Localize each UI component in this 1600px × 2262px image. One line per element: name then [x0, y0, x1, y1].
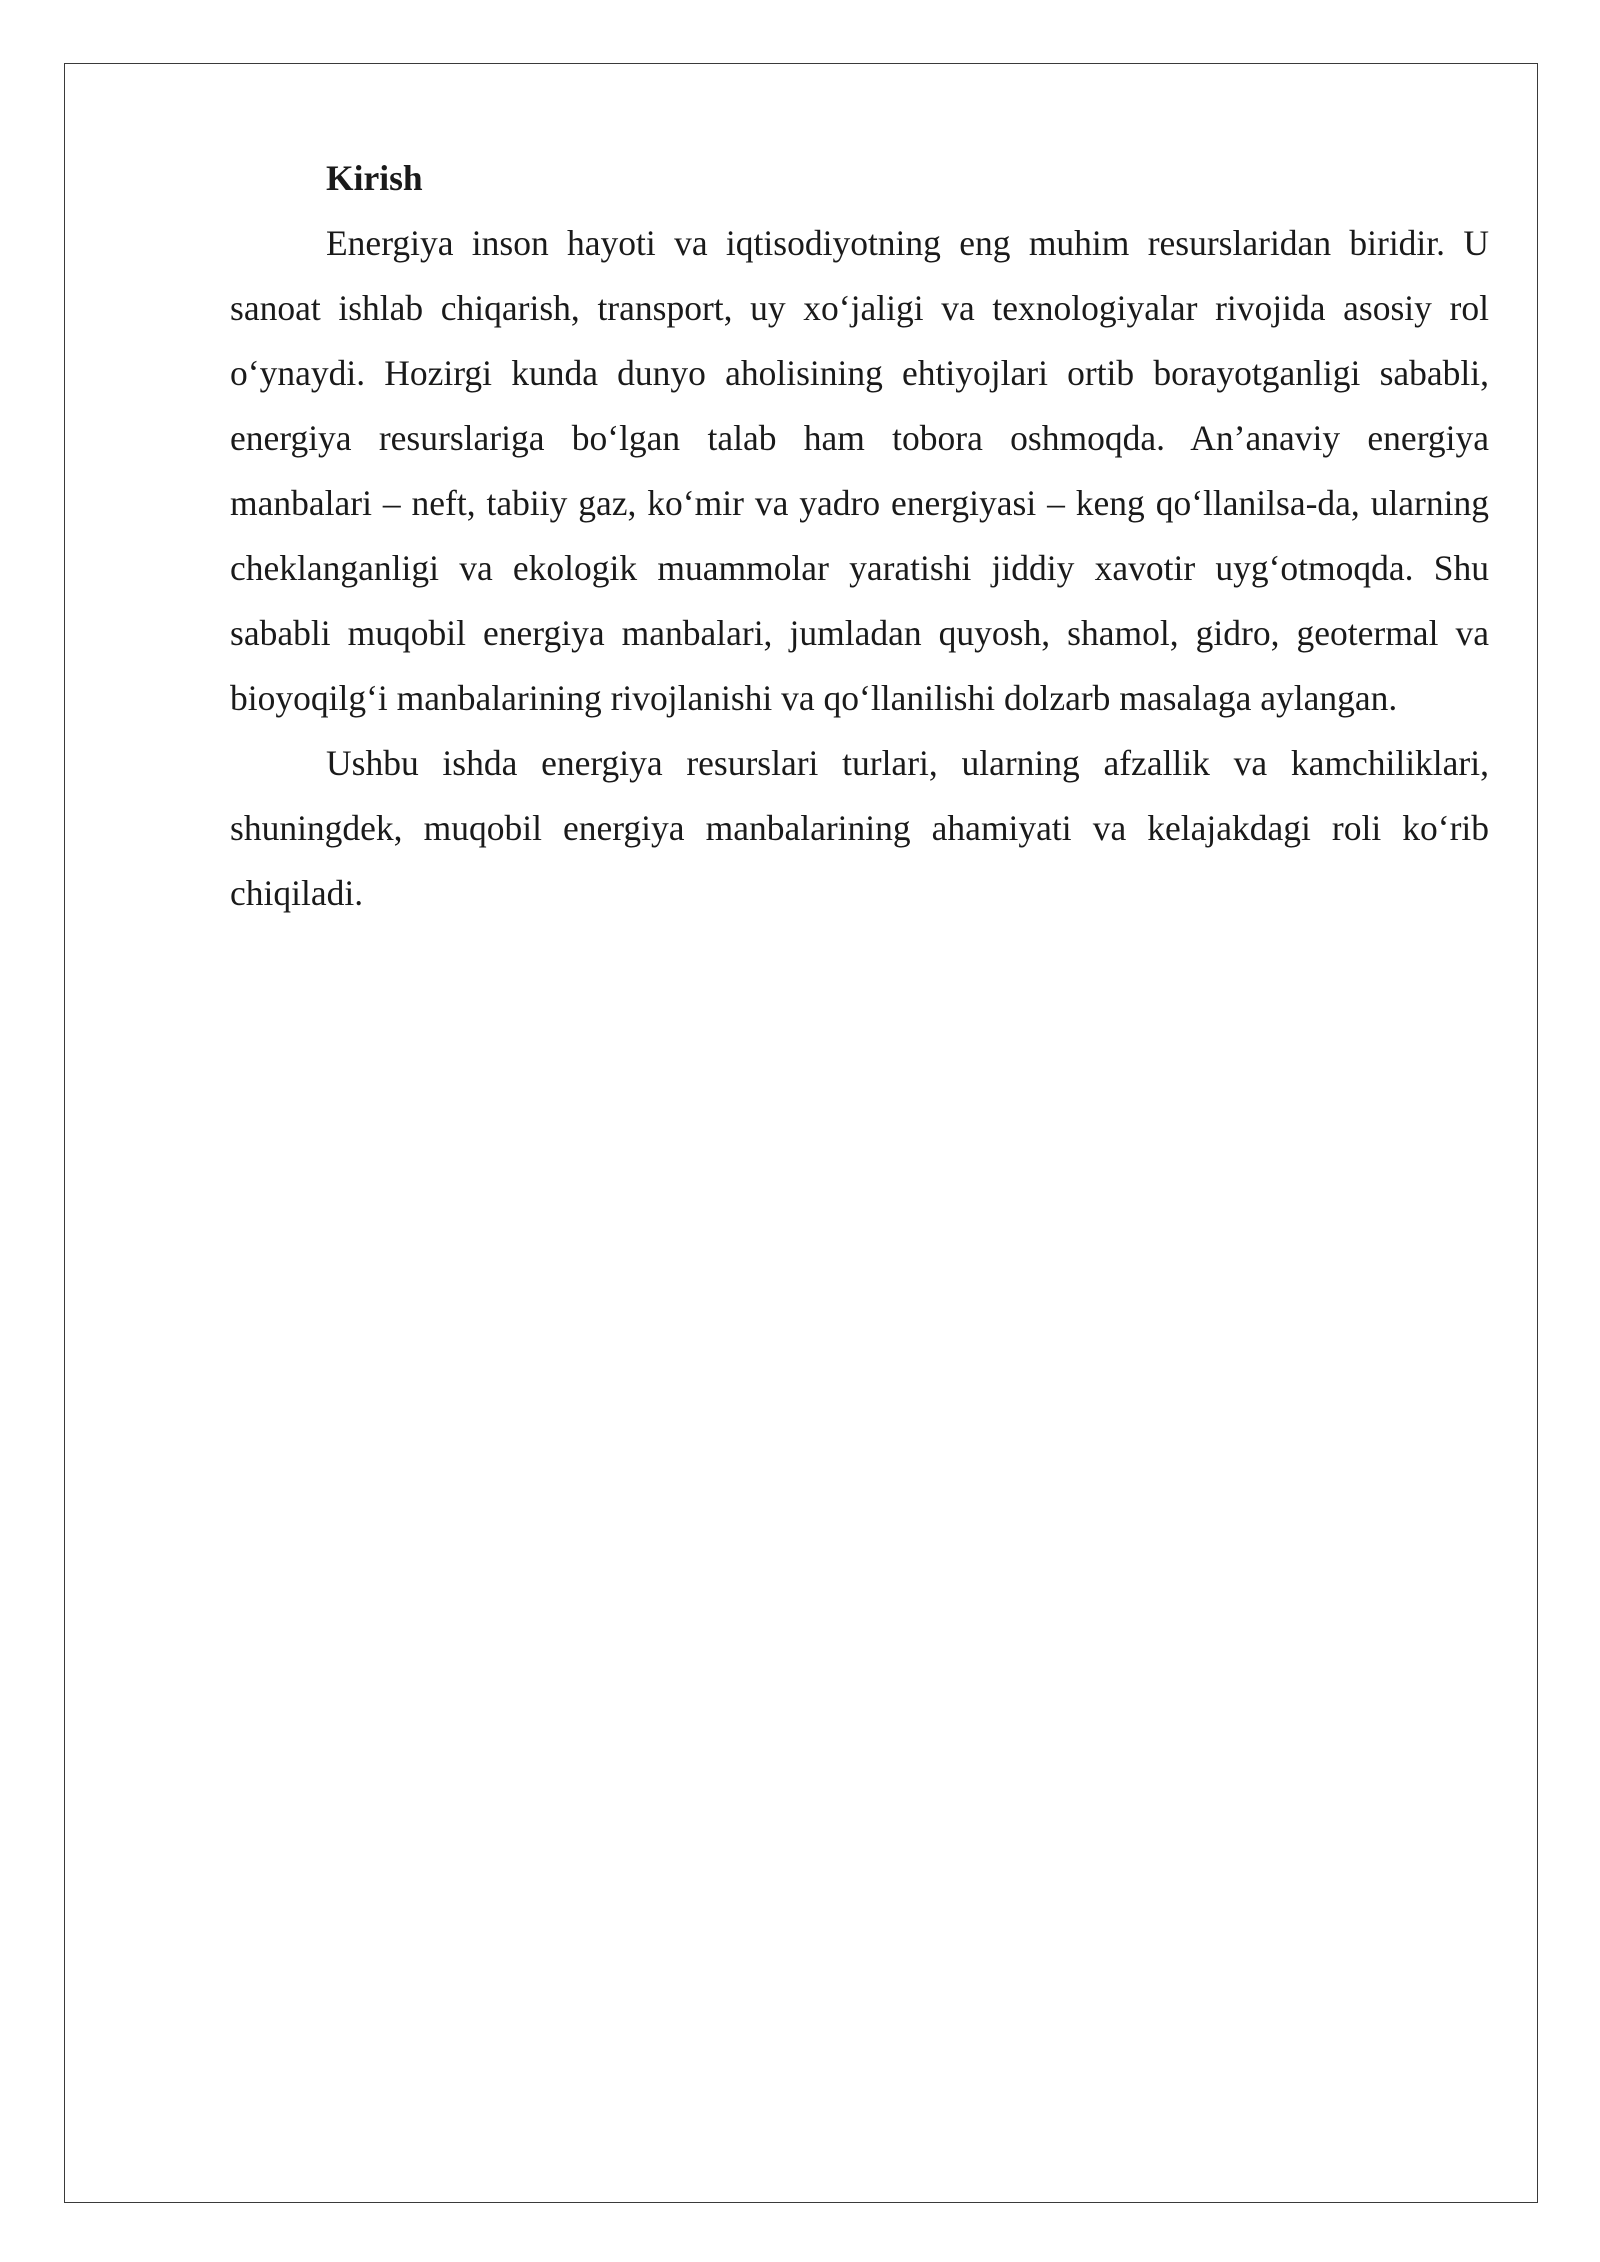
section-heading: Kirish	[326, 158, 423, 198]
paragraph-scope: Ushbu ishda energiya resurslari turlari, ularning afzallik va kamchiliklari, shuningdek, muqobil energiya manbalarining ahamiyati va kelajakdagi roli ko‘rib chiqiladi.	[230, 743, 1489, 913]
paragraph-intro: Energiya inson hayoti va iqtisodiyotning eng muhim resurslaridan biridir. U sanoat ishlab chiqarish, transport, uy xo‘jaligi va texnologiyalar rivojida asosiy rol o‘ynaydi. Hozirgi kunda dunyo aholisining ehtiyojlari ortib borayotganligi sababli, energiya resurslariga bo‘lgan talab ham tobora oshmoqda. An’anaviy energiya manbalari – neft, tabiiy gaz, ko‘mir va yadro energiyasi – keng qo‘llanilsa-da, ularning cheklanganligi va ekologik muammolar yaratishi jiddiy xavotir uyg‘otmoqda. Shu sababli muqobil energiya manbalari, jumladan quyosh, shamol, gidro, geotermal va bioyoqilg‘i manbalarining rivojlanishi va qo‘llanilishi dolzarb masalaga aylangan.	[230, 223, 1489, 718]
document-body	[230, 146, 1489, 926]
